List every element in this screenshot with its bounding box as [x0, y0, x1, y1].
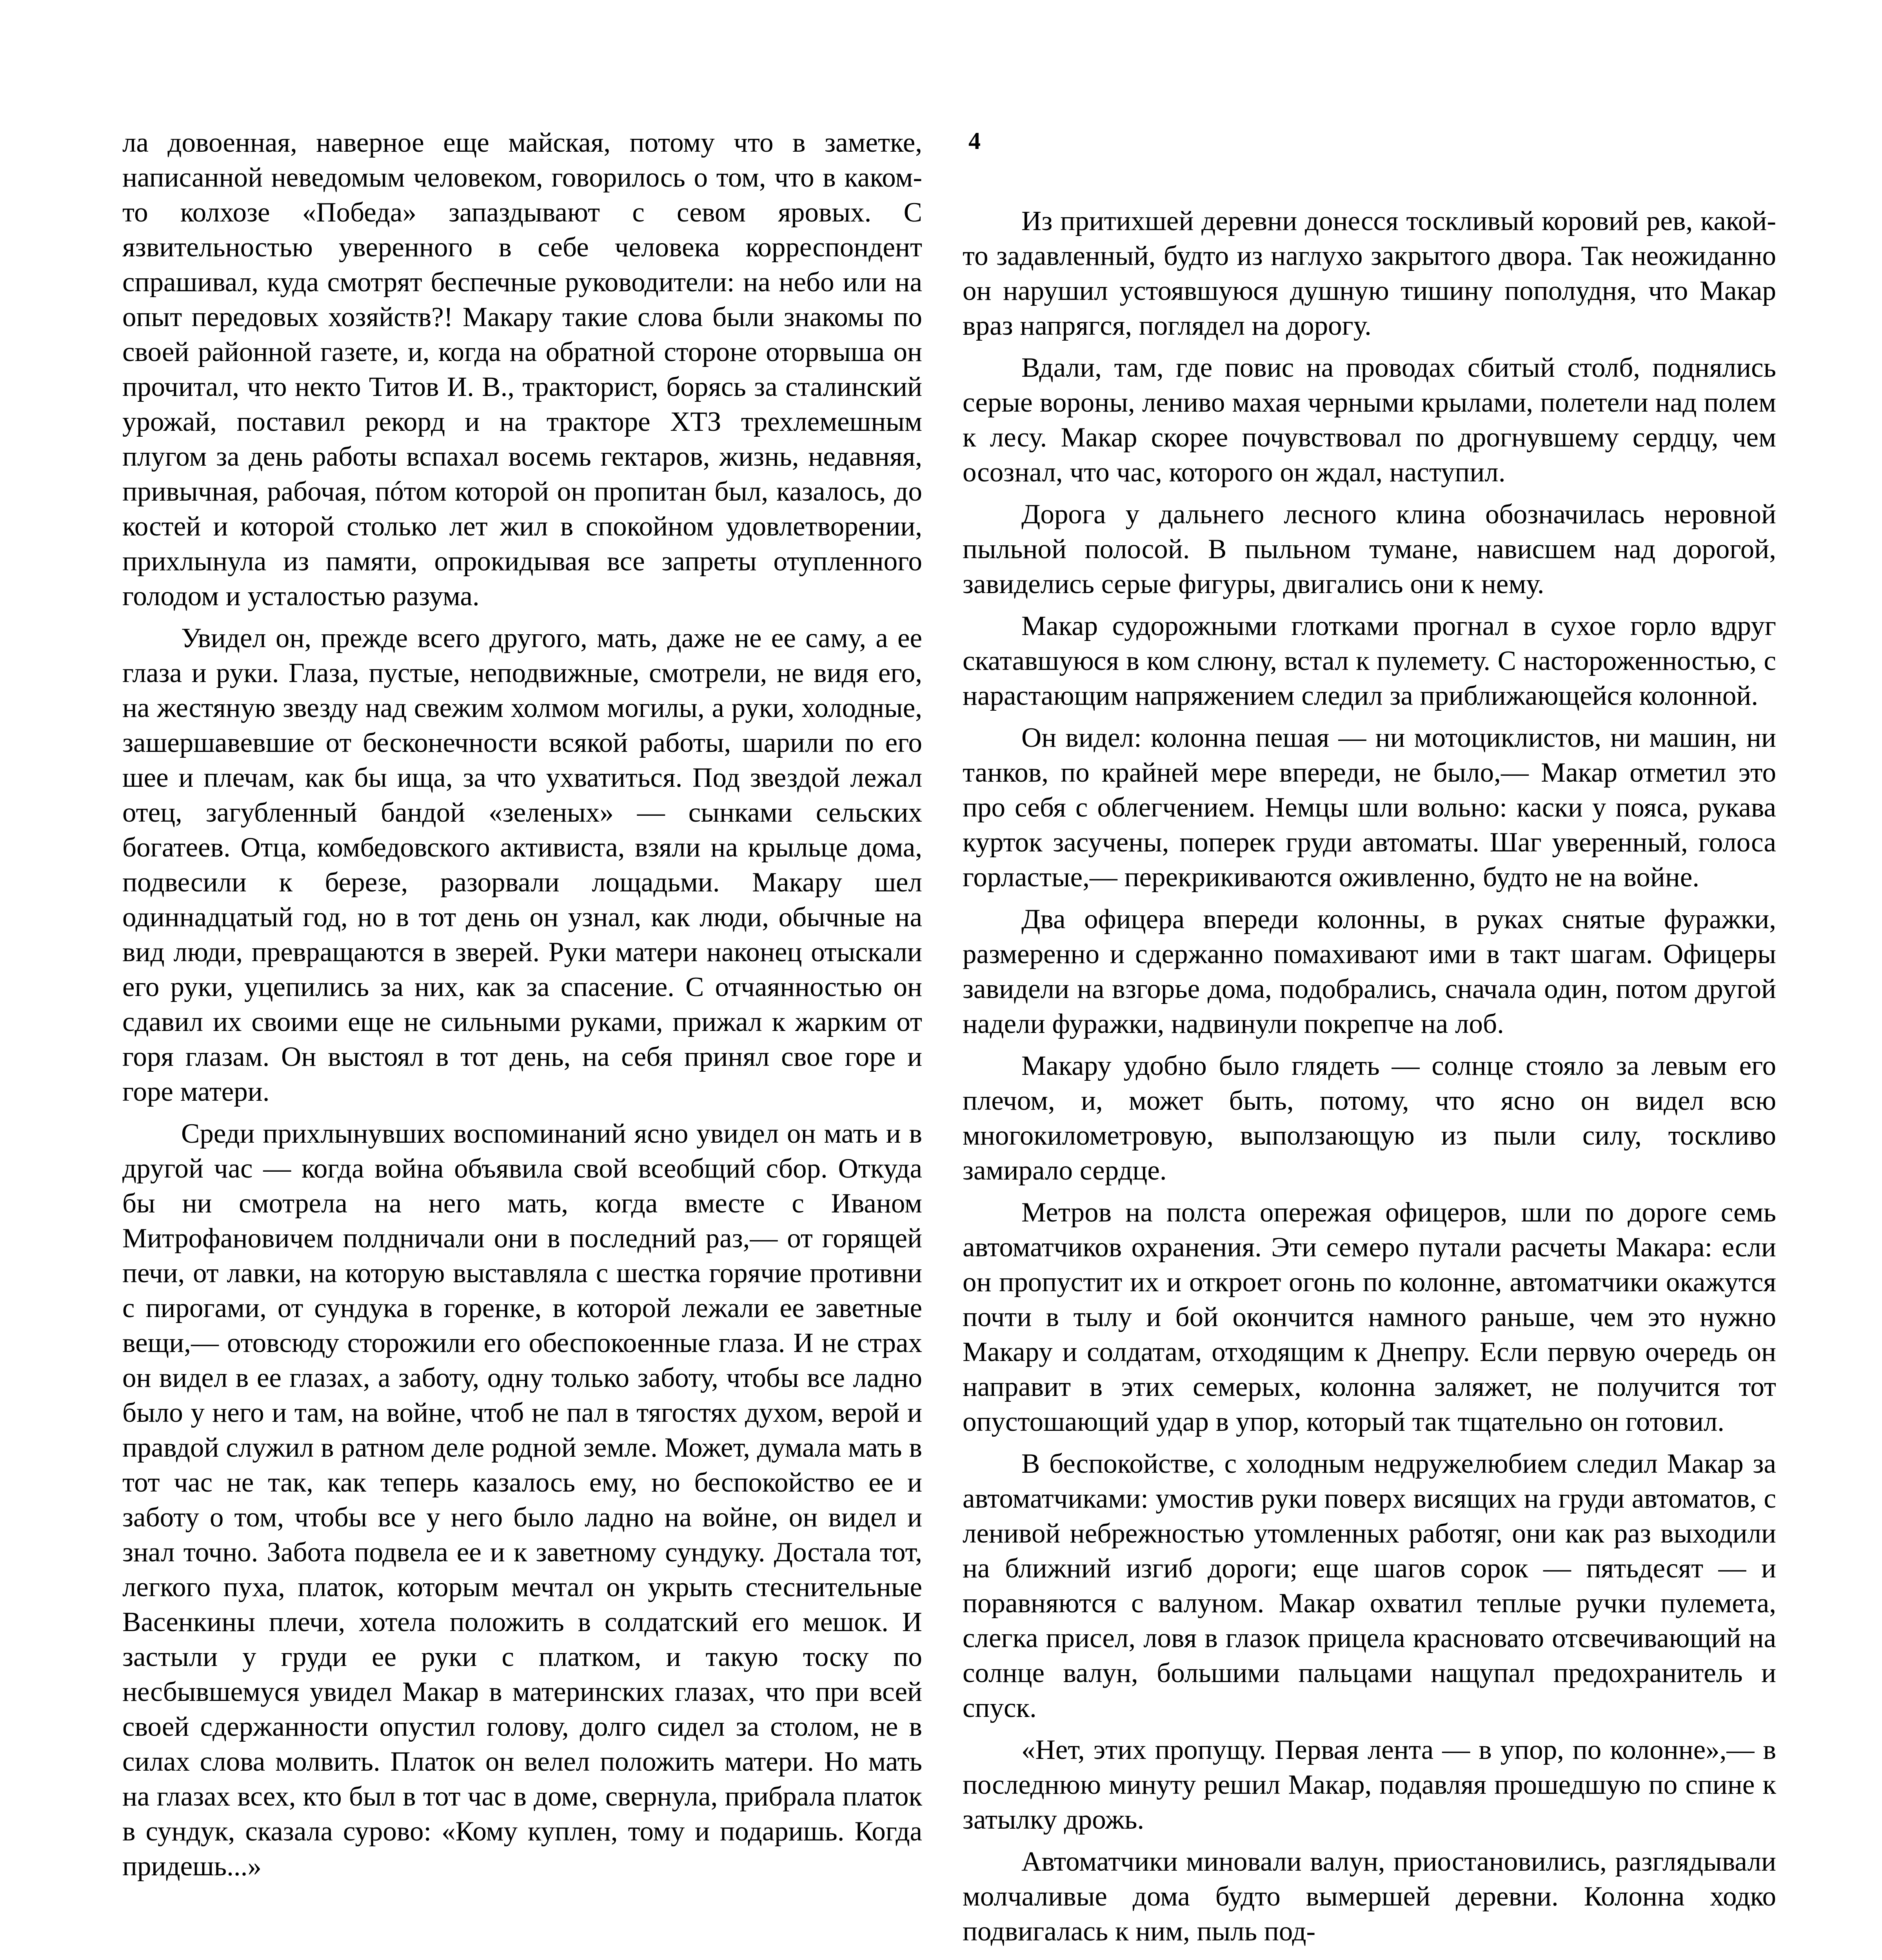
paragraph: Дорога у дальнего лесного клина обозначилась неровной пыльной полосой. В пыльном тумане, нависшем над дорогой, завиделись серые фигуры, двигались они к нему.: [963, 499, 1776, 599]
paragraph: Из притихшей деревни донесся тоскливый коровий рев, какой-то задавленный, будто из наглухо закрытого двора. Так неожиданно он нарушил устоявшуюся душную тишину пополудня, что Макар враз напрягся, поглядел на дорогу.: [963, 206, 1776, 341]
paragraph: Метров на полста опережая офицеров, шли по дороге семь автоматчиков охранения. Эти семеро путали расчеты Макара: если он пропустит их и откроет огонь по колонне, автоматчики окажутся почти в тылу и бой окончится намного раньше, чем это нужно Макару и солдатам, отходящим к Днепру. Если первую очередь он направит в этих семерых, колонна заляжет, не получится тот опустошающий удар в упор, который так тщательно он готовил.: [963, 1197, 1776, 1437]
paragraph: Он видел: колонна пешая — ни мотоциклистов, ни машин, ни танков, по крайней мере впереди, не было,— Макар отметил это про себя с облегчением. Немцы шли вольно: каски у пояса, рукава курток засучены, поперек груди автоматы. Шаг уверенный, голоса горластые,— перекрикиваются оживленно, будто не на войне.: [963, 722, 1776, 893]
paragraph: Среди прихлынувших воспоминаний ясно увидел он мать и в другой час — когда война объявила свой всеобщий сбор. Откуда бы ни смотрела на него мать, когда вместе с Иваном Митрофановичем полдничали они в последний раз,— от горящей печи, от лавки, на которую выставляла с шестка горячие противни с пирогами, от сундука в горенке, в которой лежали ее заветные вещи,— отовсюду сторожили его обеспокоенные глаза. И не страх он видел в ее глазах, а заботу, одну только заботу, чтобы все ладно было у него и там, на войне, чтоб не пал в тягостях духом, верой и правдой служил в ратном деле родной земле. Может, думала мать в тот час не так, как теперь казалось ему, но беспокойство ее и заботу о том, чтобы все у него было ладно на войне, он видел и знал точно. Забота подвела ее и к заветному сундуку. Достала тот, легкого пуха, платок, которым мечтал он укрыть стеснительные Васенкины плечи, хотела положить в солдатский его мешок. И застыли у груди ее руки с платком, и такую тоску по несбывшемуся увидел Макар в материнских глазах, что при всей своей сдержанности опустил голову, долго сидел за столом, не в силах слова молвить. Платок он велел положить матери. Но мать на глазах всех, кто был в тот час в доме, свернула, прибрала платок в сундук, сказала сурово: «Кому куплен, тому и подаришь. Когда придешь...»: [122, 1118, 922, 1882]
left-column: [122, 125, 922, 1891]
paragraph: Макар судорожными глотками прогнал в сухое горло вдруг скатавшуюся в ком слюну, встал к пулемету. С настороженностью, с нарастающим напряжением следил за приближающейся колонной.: [963, 611, 1776, 711]
paragraph: Вдали, там, где повис на проводах сбитый столб, поднялись серые вороны, лениво махая черными крылами, полетели над полем к лесу. Макар скорее почувствовал по дрогнувшему сердцу, чем осознал, что час, которого он ждал, наступил.: [963, 352, 1776, 488]
paragraph: В беспокойстве, с холодным недружелюбием следил Макар за автоматчиками: умостив руки поверх висящих на груди автоматов, с ленивой небрежностью утомленных работяг, они как раз выходили на ближний изгиб дороги; еще шагов сорок — пятьдесят — и поравняются с валуном. Макар охватил теплые ручки пулемета, слегка присел, ловя в глазок прицела красновато отсвечивающий на солнце валун, большими пальцами нащупал предохранитель и спуск.: [963, 1448, 1776, 1723]
paragraph: Два офицера впереди колонны, в руках снятые фуражки, размеренно и сдержанно помахивают ими в такт шагам. Офицеры завидели на взгорье дома, подобрались, сначала один, потом другой надели фуражки, надвинули покрепче на лоб.: [963, 904, 1776, 1039]
paragraph: ла довоенная, наверное еще майская, потому что в заметке, написанной неведомым человеком, говорилось о том, что в каком-то колхозе «Победа» запаздывают с севом яровых. С язвительностью уверенного в себе человека корреспондент спрашивал, куда смотрят беспечные руководители: на небо или на опыт передовых хозяйств?! Макару такие слова были знакомы по своей районной газете, и, когда на обратной стороне оторвыша он прочитал, что некто Титов И. В., тракторист, борясь за сталинский урожай, поставил рекорд и на тракторе ХТЗ трехлемешным плугом за день работы вспахал восемь гектаров, жизнь, недавняя, привычная, рабочая, пóтом которой он пропитан был, казалось, до костей и которой столько лет жил в спокойном удовлетворении, прихлынула из памяти, опрокидывая все запреты отупленного голодом и усталостью разума.: [122, 127, 922, 612]
paragraph: Увидел он, прежде всего другого, мать, даже не ее саму, а ее глаза и руки. Глаза, пустые, неподвижные, смотрели, не видя его, на жестяную звезду над свежим холмом могилы, а руки, холодные, зашершавевшие от бесконечности всякой работы, шарили по его шее и плечам, как бы ища, за что ухватиться. Под звездой лежал отец, загубленный бандой «зеленых» — сынками сельских богатеев. Отца, комбедовского активиста, взяли на крыльце дома, подвесили к березе, разорвали лощадьми. Макару шел одиннадцатый год, но в тот день он узнал, как люди, обычные на вид люди, превращаются в зверей. Руки матери наконец отыскали его руки, уцепились за них, как за спасение. С отчаянностью он сдавил их своими еще не сильными руками, прижал к жарким от горя глазам. Он выстоял в тот день, на себя принял свое горе и горе матери.: [122, 623, 922, 1107]
paragraph: «Нет, этих пропущу. Первая лента — в упор, по колонне»,— в последнюю минуту решил Макар, подавляя прошедшую по спине к затылку дрожь.: [963, 1735, 1776, 1835]
right-column: [963, 204, 1776, 1956]
paragraph: Автоматчики миновали валун, приостановились, разглядывали молчаливые дома будто вымершей деревни. Колонна ходко подвигалась к ним, пыль под-: [963, 1846, 1776, 1947]
paragraph: Макару удобно было глядеть — солнце стояло за левым его плечом, и, может быть, потому, что ясно он видел всю многокилометровую, выползающую из пыли силу, тоскливо замирало сердце.: [963, 1051, 1776, 1186]
section-number: 4: [968, 128, 981, 154]
